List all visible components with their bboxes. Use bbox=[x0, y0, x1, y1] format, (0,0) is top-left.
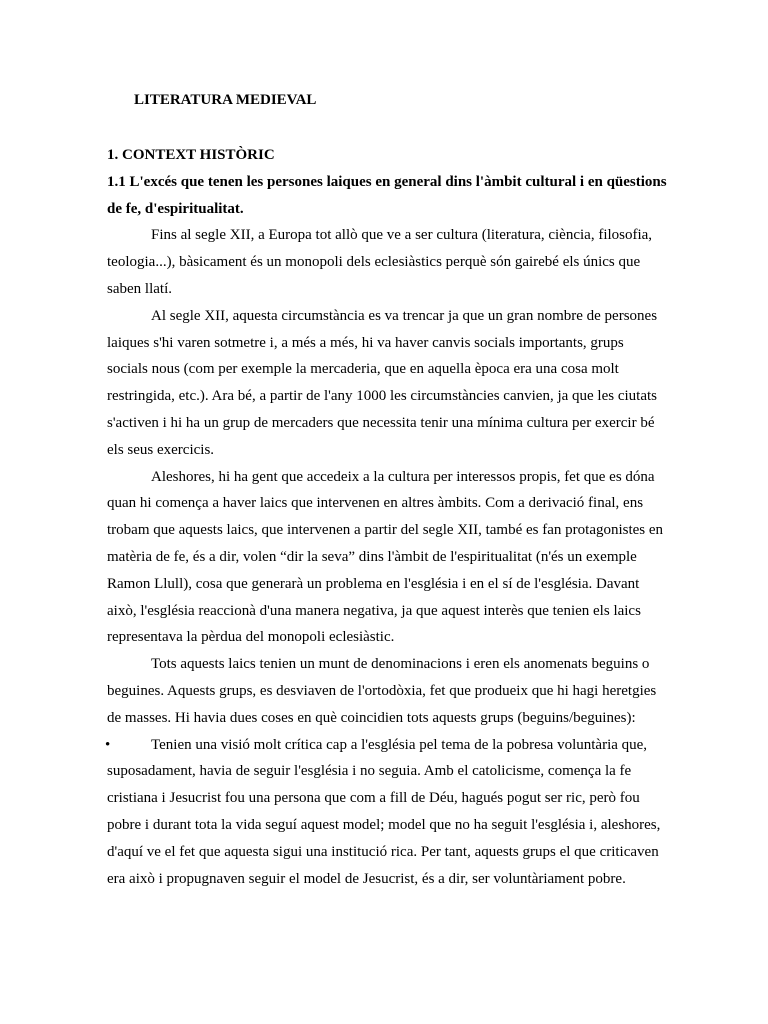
document-title: LITERATURA MEDIEVAL bbox=[134, 92, 317, 108]
bullet-list-item bbox=[107, 732, 667, 893]
section-heading: 1. CONTEXT HISTÒRIC bbox=[107, 147, 275, 163]
bullet-icon: • bbox=[105, 736, 111, 753]
paragraph: Aleshores, hi ha gent que accedeix a la cultura per interessos propis, fet que es dóna quan hi comença a haver laics que intervenen en altres àmbits. Com a derivació final, ens trobam que aquests laics, que intervenen a partir del segle XII, també es fan protagonistes en matèria de fe, és a dir, volen “dir la seva” dins l'àmbit de l'espiritualitat (n'és un exemple Ramon Llull), cosa que generarà un problema en l'església i en el sí de l'església. Davant això, l'església reaccionà d'una manera negativa, ja que aquest interès que tenien els laics representava la pèrdua del monopoli eclesiàstic. bbox=[107, 468, 664, 646]
paragraph: Fins al segle XII, a Europa tot allò que ve a ser cultura (literatura, ciència, filosofia, teologia...), bàsicament és un monopoli dels eclesiàstics perquè són gairebé els únics que saben llatí. bbox=[107, 227, 653, 297]
document-body bbox=[107, 142, 667, 892]
paragraph: Tots aquests laics tenien un munt de denominacions i eren els anomenats beguins o beguines. Aquests grups, es desviaven de l'ortodòxia, fet que produeix que hi hagi heretgies de masses. Hi havia dues coses en què coincidien tots aquests grups (beguins/beguines): bbox=[107, 656, 657, 726]
bullet-text: Tenien una visió molt crítica cap a l'església pel tema de la pobresa voluntària que, suposadament, havia de seguir l'església i no seguia. Amb el catolicisme, comença la fe cristiana i Jesucrist fou una persona que com a fill de Déu, hagués pogut ser ric, però fou pobre i durant tota la vida seguí aquest model; model que no ha seguit l'església i, aleshores, d'aquí ve el fet que aquesta sigui una institució rica. Per tant, aquests grups el que criticaven era això i propugnaven seguir el model de Jesucrist, és a dir, ser voluntàriament pobre. bbox=[107, 736, 661, 887]
subsection-heading: 1.1 L'excés que tenen les persones laiques en general dins l'àmbit cultural i en qüestions de fe, d'espiritualitat. bbox=[107, 173, 667, 217]
paragraph: Al segle XII, aquesta circumstància es va trencar ja que un gran nombre de persones laiques s'hi varen sotmetre i, a més a més, hi va haver canvis socials importants, grups socials nous (com per exemple la mercaderia, que en aquella època era una cosa molt restringida, etc.). Ara bé, a partir de l'any 1000 les circumstàncies canvien, ja que les ciutats s'activen i hi ha un grup de mercaders que necessita tenir una mínima cultura per exercir bé els seus exercicis. bbox=[107, 307, 658, 458]
